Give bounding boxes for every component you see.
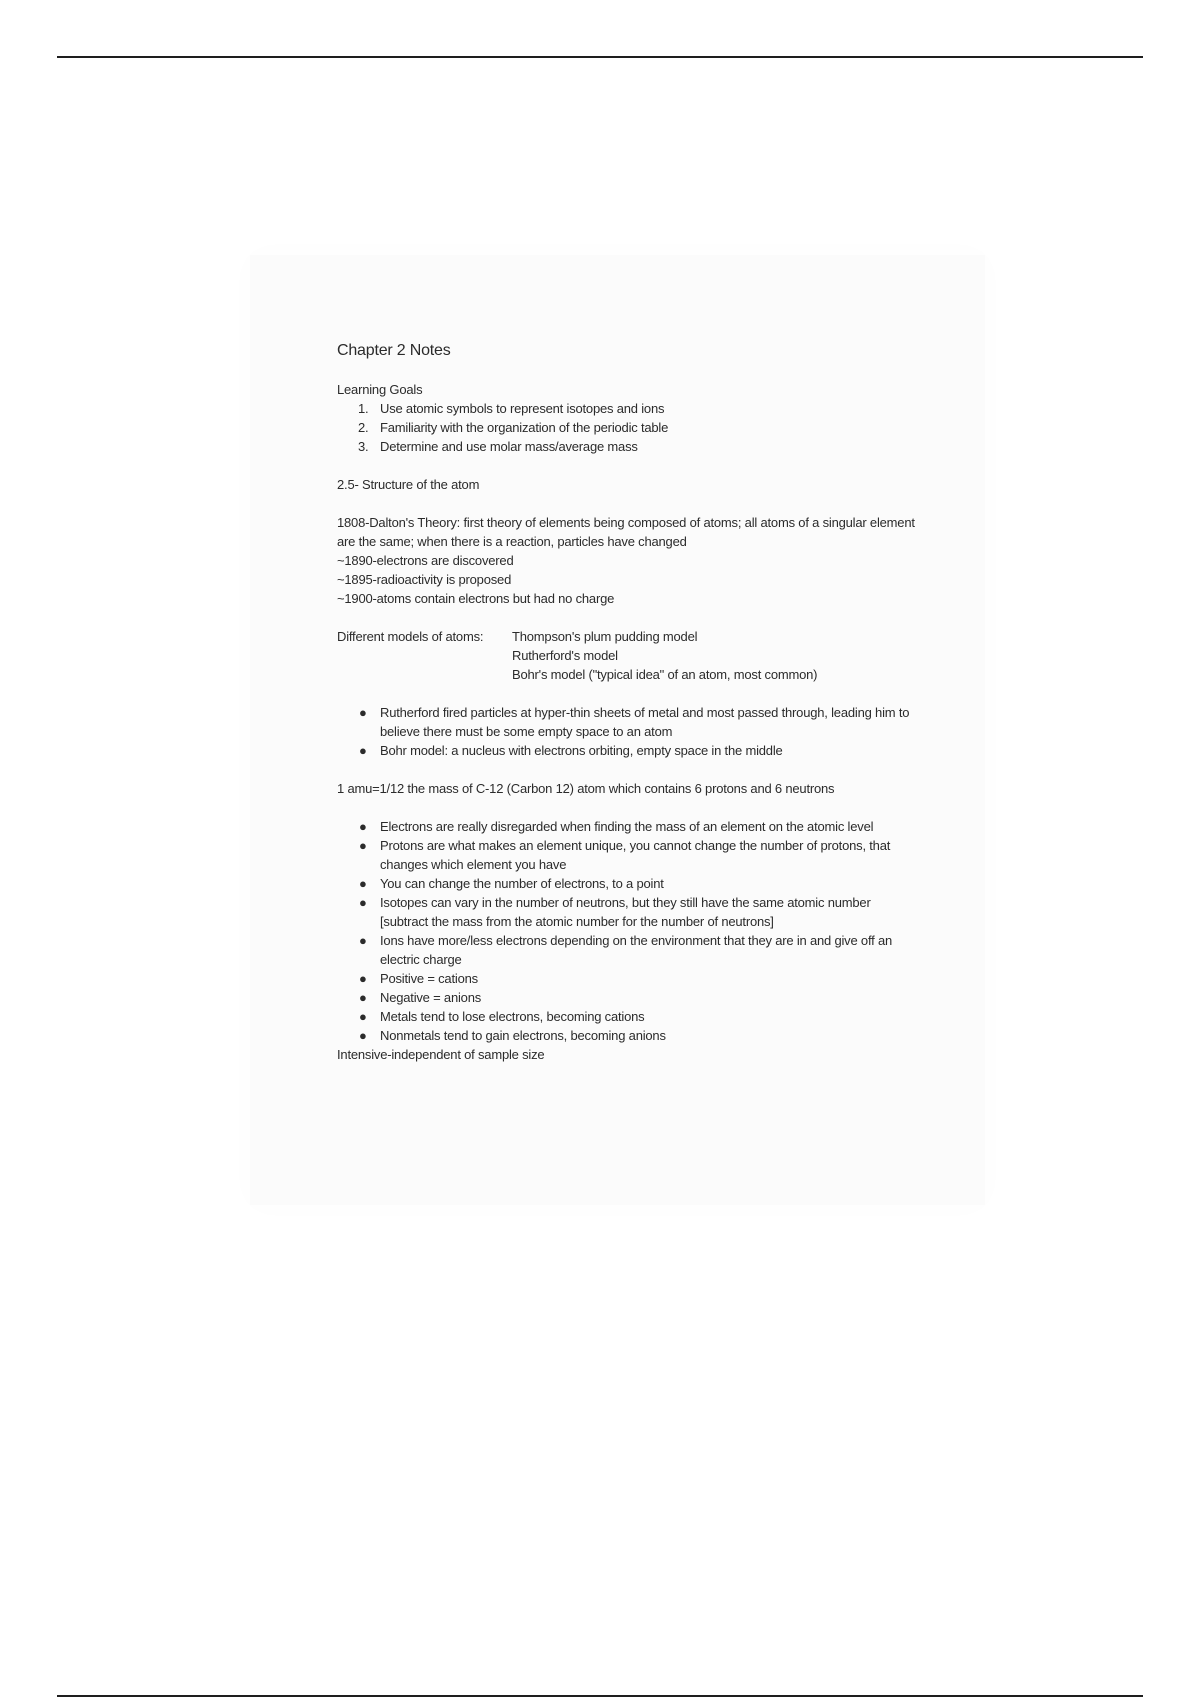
amu-definition: 1 amu=1/12 the mass of C-12 (Carbon 12) atom which contains 6 protons and 6 neutrons	[337, 781, 835, 796]
list-number: 1.	[358, 401, 369, 416]
list-item-text: Nonmetals tend to gain electrons, becoming anions	[380, 1028, 666, 1043]
bullet-icon: ●	[359, 838, 367, 853]
bullet-icon: ●	[359, 743, 367, 758]
list-item	[337, 437, 917, 456]
list-item	[337, 703, 917, 741]
closing-line: Intensive-independent of sample size	[337, 1047, 545, 1062]
list-item-text: Electrons are really disregarded when finding the mass of an element on the atomic level	[380, 819, 874, 834]
bullet-icon: ●	[359, 933, 367, 948]
list-item	[337, 418, 917, 437]
list-item	[337, 893, 917, 931]
atom-models-list	[512, 627, 917, 684]
learning-goals-heading: Learning Goals	[337, 382, 423, 397]
list-number: 2.	[358, 420, 369, 435]
section-heading: 2.5- Structure of the atom	[337, 477, 480, 492]
list-item-text: Negative = anions	[380, 990, 482, 1005]
model-bullet-list	[337, 703, 917, 760]
list-number: 3.	[358, 439, 369, 454]
list-item-text: Positive = cations	[380, 971, 478, 986]
list-item	[337, 988, 917, 1007]
list-item-text: Metals tend to lose electrons, becoming cations	[380, 1009, 645, 1024]
atom-models	[337, 627, 917, 684]
list-item-text: Bohr model: a nucleus with electrons orbiting, empty space in the middle	[380, 743, 783, 758]
atom-model-item: Rutherford's model	[512, 648, 618, 663]
list-item-text: You can change the number of electrons, to a point	[380, 876, 664, 891]
top-rule	[57, 56, 1143, 58]
list-item	[337, 969, 917, 988]
atom-models-label: Different models of atoms:	[337, 629, 484, 644]
bullet-icon: ●	[359, 705, 367, 720]
list-item	[337, 1007, 917, 1026]
bullet-icon: ●	[359, 971, 367, 986]
atom-model-item: Bohr's model ("typical idea" of an atom, most common)	[512, 667, 818, 682]
list-item	[337, 817, 917, 836]
list-item	[337, 741, 917, 760]
list-item	[337, 874, 917, 893]
bottom-rule	[57, 1695, 1143, 1697]
bullet-icon: ●	[359, 1028, 367, 1043]
list-item-text: Familiarity with the organization of the periodic table	[380, 420, 669, 435]
list-item-text: Determine and use molar mass/average mass	[380, 439, 638, 454]
history-line: ~1895-radioactivity is proposed	[337, 572, 512, 587]
bullet-icon: ●	[359, 819, 367, 834]
notes-content	[337, 340, 917, 1064]
learning-goals-list	[337, 399, 917, 456]
page-title: Chapter 2 Notes	[337, 342, 451, 359]
list-item-text: Protons are what makes an element unique, you cannot change the number of protons, that changes which element you have	[380, 838, 891, 872]
list-item-text: Use atomic symbols to represent isotopes and ions	[380, 401, 665, 416]
history-line: ~1890-electrons are discovered	[337, 553, 514, 568]
bullet-icon: ●	[359, 895, 367, 910]
history-line: ~1900-atoms contain electrons but had no charge	[337, 591, 615, 606]
atom-model-item: Thompson's plum pudding model	[512, 629, 698, 644]
particle-bullet-list	[337, 817, 917, 1045]
bullet-icon: ●	[359, 876, 367, 891]
list-item-text: Rutherford fired particles at hyper-thin sheets of metal and most passed through, leading him to believe there must be some empty space to an atom	[380, 705, 910, 739]
list-item-text: Ions have more/less electrons depending on the environment that they are in and give off an electric charge	[380, 933, 893, 967]
bullet-icon: ●	[359, 990, 367, 1005]
list-item	[337, 931, 917, 969]
list-item	[337, 1026, 917, 1045]
list-item	[337, 836, 917, 874]
history-line: 1808-Dalton's Theory: first theory of elements being composed of atoms; all atoms of a singular element are the same; when there is a reaction, particles have changed	[337, 515, 915, 549]
bullet-icon: ●	[359, 1009, 367, 1024]
list-item	[337, 399, 917, 418]
list-item-text: Isotopes can vary in the number of neutrons, but they still have the same atomic number [subtract the mass from the atomic number for the number of neutrons]	[380, 895, 871, 929]
